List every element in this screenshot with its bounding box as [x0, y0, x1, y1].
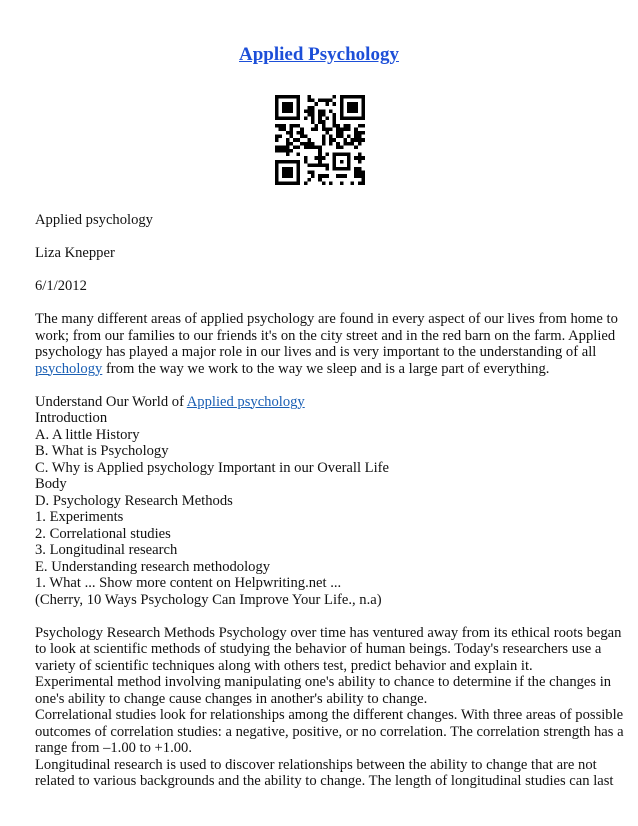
outline-item: D. Psychology Research Methods [35, 492, 233, 509]
outline-item: Body [35, 476, 67, 492]
body-line: Correlational studies look for relationships among the different changes. With three areas of possible [35, 707, 624, 723]
body-line: range from –1.00 to +1.00. [35, 740, 192, 756]
date-line: 6/1/2012 [35, 278, 87, 294]
title-link[interactable]: Applied Psychology [239, 44, 399, 65]
body-line: Longitudinal research is used to discover relationships between the ability to change that are not [35, 756, 597, 773]
outline-item: 1. Experiments [35, 509, 124, 525]
body-line: variety of scientific techniques along with others test, predict behavior and explain it. [35, 657, 533, 674]
intro-line: The many different areas of applied psychology are found in every aspect of our lives from home to [35, 311, 618, 327]
outline-item: 2. Correlational studies [35, 525, 171, 542]
applied-psychology-link[interactable]: Applied psychology [186, 393, 305, 410]
outline-item: A. A little History [35, 426, 140, 443]
outline-heading [35, 394, 607, 411]
page-title [0, 44, 638, 66]
outline-heading-text: Understand Our World of [35, 393, 187, 410]
outline-section [35, 394, 607, 609]
outline-item: C. Why is Applied psychology Important in our Overall Life [35, 459, 389, 476]
outline-item: (Cherry, 10 Ways Psychology Can Improve Your Life., n.a) [35, 591, 382, 608]
outline-item: 3. Longitudinal research [35, 542, 178, 558]
author-line: Liza Knepper [35, 245, 115, 261]
body-line: one's ability to change cause changes in another's ability to change. [35, 690, 428, 707]
body-line: outcomes of correlation studies: a negative, positive, or no correlation. The correlation strength has a [35, 723, 624, 740]
intro-paragraph [35, 311, 618, 377]
document-body [35, 212, 624, 790]
outline-item: 1. What ... Show more content on Helpwriting.net ... [35, 575, 342, 591]
body-line: Psychology Research Methods Psychology over time has ventured away from its ethical roots began [35, 624, 622, 641]
body-line: Experimental method involving manipulating one's ability to chance to determine if the changes in [35, 674, 612, 690]
body-line: related to various backgrounds and the ability to change. The length of longitudinal studies can last [35, 773, 614, 789]
subject-line: Applied psychology [35, 212, 153, 228]
intro-line: work; from our families to our friends it's on the city street and in the red barn on the farm. Applied [35, 327, 616, 344]
outline-item: E. Understanding research methodology [35, 558, 271, 575]
outline-item: B. What is Psychology [35, 443, 169, 459]
psychology-link[interactable]: psychology [35, 360, 103, 377]
outline-item: Introduction [35, 410, 108, 426]
intro-line [35, 361, 607, 378]
intro-line: psychology has played a major role in our lives and is very important to the understanding of all [35, 344, 597, 360]
body-paragraph [35, 624, 624, 790]
qr-code-image [275, 95, 365, 185]
body-line: to look at scientific methods of studying the behavior of human beings. Today's researchers use a [35, 641, 602, 657]
intro-line-rest: from the way we work to the way we sleep and is a large part of everything. [102, 360, 550, 377]
